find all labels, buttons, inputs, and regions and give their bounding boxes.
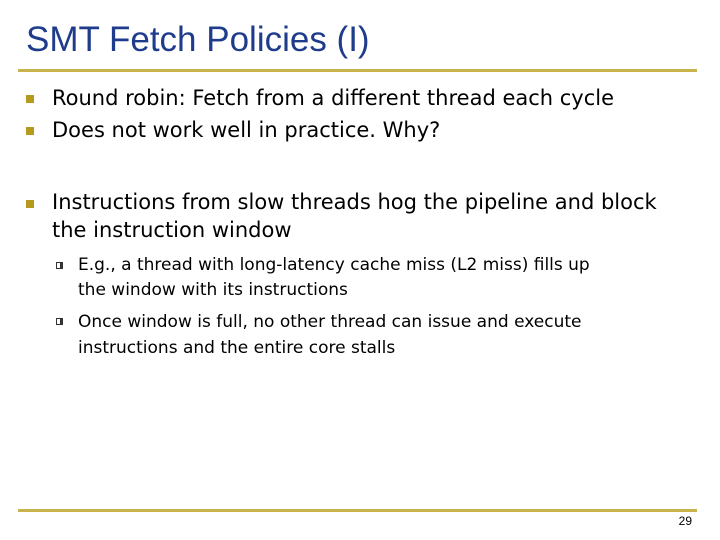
sub-bullet-text-continued: instructions and the entire core stalls: [78, 338, 396, 358]
sub-bullet-marker: [56, 262, 63, 269]
sub-bullet-marker: [56, 318, 63, 325]
bullet-text: Instructions from slow threads hog the pipeline and block: [52, 190, 657, 214]
page-number: 29: [678, 514, 692, 528]
slide-title: SMT Fetch Policies (I): [26, 20, 370, 59]
bullet-text: Does not work well in practice. Why?: [52, 118, 441, 142]
bullet-marker: [26, 95, 34, 103]
bullet-marker: [26, 200, 34, 208]
bullet-text-continued: the instruction window: [52, 218, 292, 242]
sub-bullet-text: E.g., a thread with long-latency cache miss (L2 miss) fills up: [78, 255, 590, 275]
top-divider: [18, 69, 697, 72]
bullet-text: Round robin: Fetch from a different thread each cycle: [52, 86, 615, 110]
sub-bullet-text-continued: the window with its instructions: [78, 280, 348, 300]
sub-bullet-text: Once window is full, no other thread can issue and execute: [78, 312, 582, 332]
bottom-divider: [18, 509, 697, 512]
bullet-marker: [26, 127, 34, 135]
